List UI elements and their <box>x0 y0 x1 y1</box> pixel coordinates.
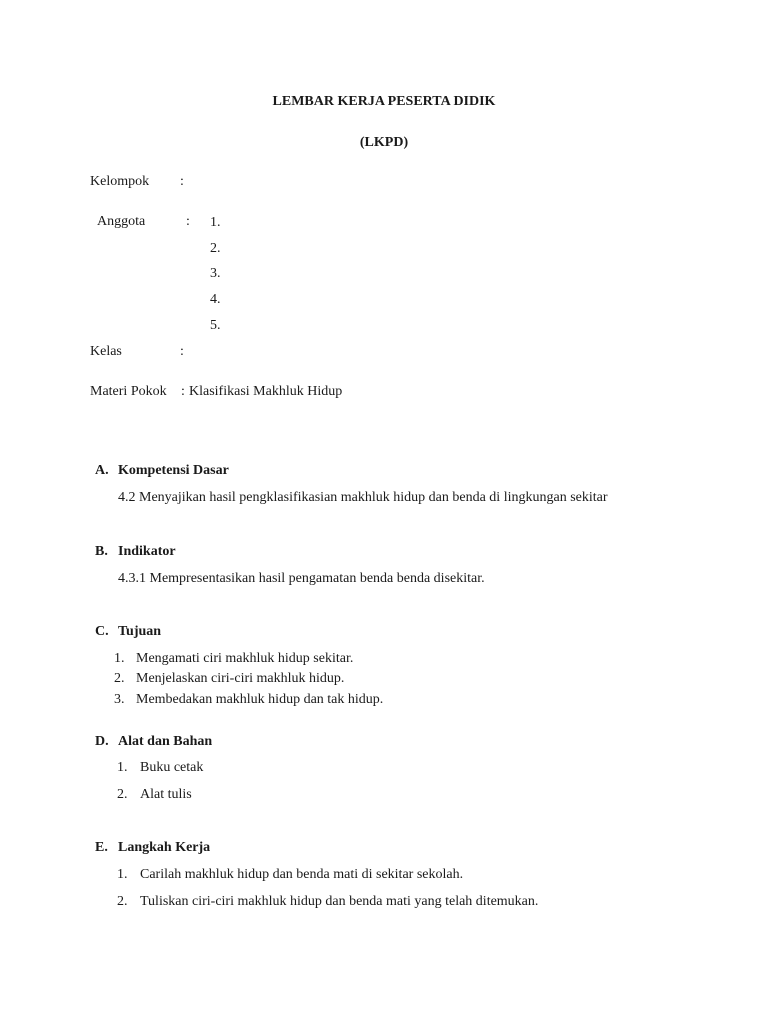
anggota-number: 2. <box>210 241 221 256</box>
materi-colon: : <box>181 384 185 399</box>
anggota-colon: : <box>186 214 190 229</box>
section-a-text: 4.2 Menyajikan hasil pengklasifikasian makhluk hidup dan benda di lingkungan sekitar <box>118 490 608 505</box>
kelompok-label: Kelompok <box>90 174 150 189</box>
section-c-title: Tujuan <box>118 624 162 639</box>
list-item-number: 2. <box>117 894 128 909</box>
materi-value: Klasifikasi Makhluk Hidup <box>189 384 343 399</box>
materi-label: Materi Pokok <box>90 384 167 399</box>
section-a-title: Kompetensi Dasar <box>118 463 229 478</box>
list-item-number: 3. <box>114 692 125 707</box>
section-b-title: Indikator <box>118 544 176 559</box>
anggota-number: 4. <box>210 292 221 307</box>
list-item: Menjelaskan ciri-ciri makhluk hidup. <box>136 671 345 686</box>
kelas-colon: : <box>180 344 184 359</box>
anggota-label: Anggota <box>97 214 146 229</box>
anggota-number: 1. <box>210 215 221 230</box>
document-subtitle: (LKPD) <box>359 135 409 150</box>
list-item: Alat tulis <box>140 787 192 802</box>
kelas-label: Kelas <box>90 344 122 359</box>
section-b-letter: B. <box>95 544 108 559</box>
list-item-number: 2. <box>117 787 128 802</box>
section-d-title: Alat dan Bahan <box>118 734 213 749</box>
section-c-letter: C. <box>95 624 109 639</box>
list-item: Carilah makhluk hidup dan benda mati di sekitar sekolah. <box>140 867 464 882</box>
section-e-title: Langkah Kerja <box>118 840 211 855</box>
list-item: Membedakan makhluk hidup dan tak hidup. <box>136 692 384 707</box>
list-item-number: 2. <box>114 671 125 686</box>
list-item-number: 1. <box>117 760 128 775</box>
list-item: Buku cetak <box>140 760 204 775</box>
section-e-letter: E. <box>95 840 108 855</box>
section-b-text: 4.3.1 Mempresentasikan hasil pengamatan benda benda disekitar. <box>118 571 485 586</box>
list-item: Mengamati ciri makhluk hidup sekitar. <box>136 651 354 666</box>
section-a-letter: A. <box>95 463 109 478</box>
kelompok-colon: : <box>180 174 184 189</box>
document-title: LEMBAR KERJA PESERTA DIDIK <box>272 94 496 109</box>
anggota-number: 5. <box>210 318 221 333</box>
list-item-number: 1. <box>114 651 125 666</box>
anggota-number: 3. <box>210 266 221 281</box>
section-d-letter: D. <box>95 734 109 749</box>
list-item: Tuliskan ciri-ciri makhluk hidup dan benda mati yang telah ditemukan. <box>140 894 539 909</box>
list-item-number: 1. <box>117 867 128 882</box>
